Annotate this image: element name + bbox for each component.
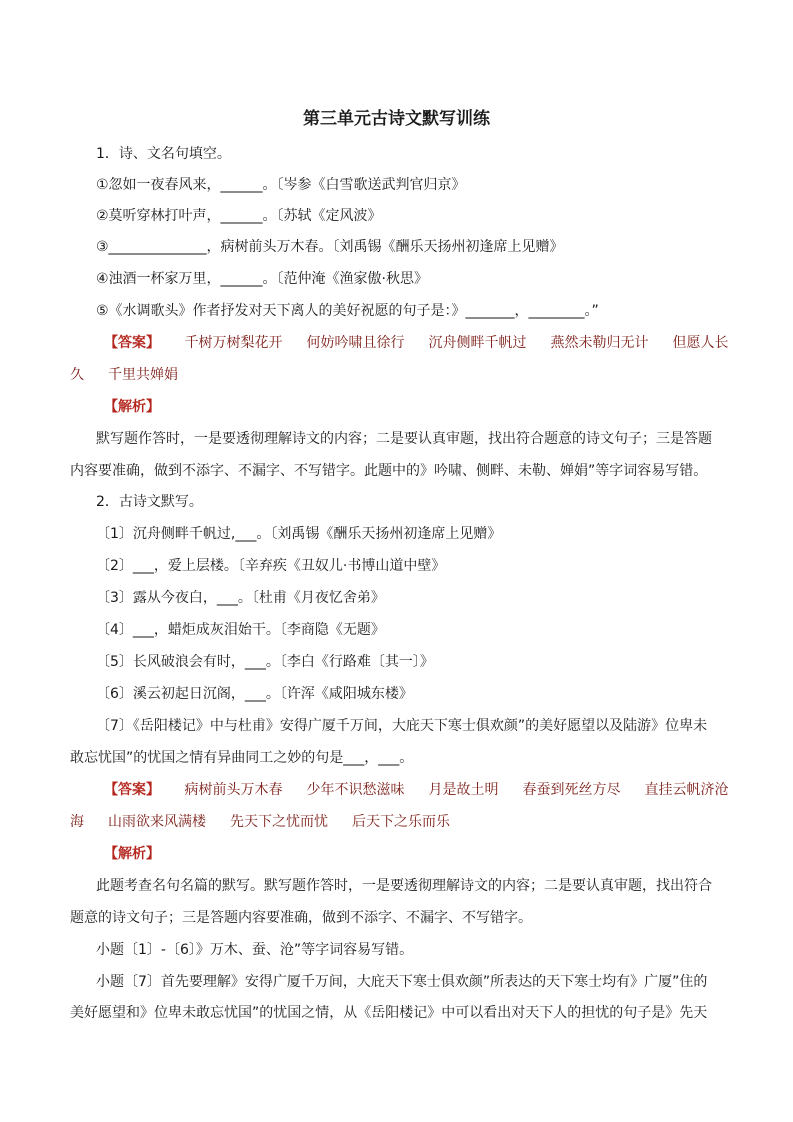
analysis-label: 【解析】 (104, 846, 160, 862)
question-1-heading: 1．诗、文名句填空。 (96, 146, 231, 162)
question-2-item: 〔6〕溪云初起日沉阁，___。〔许浑《咸阳城东楼》 (96, 686, 413, 702)
analysis-text: 此题考查名句名篇的默写。默写题作答时，一是要透彻理解诗文的内容；二是要认真审题，找出符合 (96, 878, 712, 894)
analysis-text: 美好愿望和》位卑未敢忘忧国”的忧国之情，从《岳阳楼记》中可以看出对天下人的担忧的句子是》先天 (70, 1005, 708, 1021)
answer-row-continued (70, 365, 178, 385)
analysis-text: 内容要准确，做到不添字、不漏字、不写错字。此题中的》吟啸、侧畔、未勒、婵娟”等字词容易写错。 (70, 463, 708, 479)
answer-text: 月是故土明 (428, 782, 499, 798)
answer-text: 燕然未勒归无计 (550, 335, 649, 351)
question-2-item: 〔4〕___，蜡炬成灰泪始干。〔李商隐《无题》 (96, 622, 385, 638)
answer-text: 病树前头万木春 (184, 782, 283, 798)
question-1-item: ①忽如一夜春风来，______。〔岑参《白雪歌送武判官归京》 (96, 177, 466, 193)
question-2-heading: 2．古诗文默写。 (96, 494, 203, 510)
question-2-item: 〔3〕露从今夜白，___。〔杜甫《月夜忆舍弟》 (96, 590, 385, 606)
question-2-item: 〔2〕___，爱上层楼。〔辛弃疾《丑奴儿·书博山道中壁》 (96, 558, 446, 574)
answer-text: 少年不识愁滋味 (306, 782, 405, 798)
question-1-item: ②莫听穿林打叶声，______。〔苏轼《定风波》 (96, 208, 382, 224)
answer-text: 何妨吟啸且徐行 (306, 335, 405, 351)
analysis-text: 小题〔1〕-〔6〕》万木、蚕、沧”等字词容易写错。 (96, 942, 414, 958)
analysis-text: 题意的诗文句子；三是答题内容要准确，做到不添字、不漏字、不写错字。 (70, 910, 532, 926)
document-title: 第三单元古诗文默写训练 (303, 109, 490, 129)
answer-text: 山雨欲来风满楼 (108, 814, 206, 830)
answer-text: 后天下之乐而乐 (352, 814, 450, 830)
question-2-item: 〔5〕长风破浪会有时，___。〔李白《行路难〔其一〕》 (96, 654, 434, 670)
answer-text: 但愿人长 (672, 335, 729, 351)
question-1-item: ④浊酒一杯家万里，______。〔范仲淹《渔家傲·秋思》 (96, 271, 428, 287)
answer-text: 千树万树梨花开 (184, 335, 283, 351)
answer-row-continued (70, 812, 450, 832)
answer-label: 【答案】 (104, 335, 160, 351)
answer-label: 【答案】 (104, 782, 160, 798)
answer-text: 千里共婵娟 (108, 367, 178, 383)
analysis-text: 小题〔7〕首先要理解》安得广厦千万间，大庇天下寒士俱欢颜”所表达的天下寒士均有》广厦”住的 (96, 974, 708, 990)
question-2-item: 敢忘忧国”的忧国之情有异曲同工之妙的句是___，___。 (70, 750, 414, 766)
answer-row (104, 333, 728, 353)
answer-text: 直挂云帆济沧 (644, 782, 729, 798)
answer-text: 久 (70, 367, 84, 383)
analysis-label: 【解析】 (104, 399, 160, 415)
analysis-text: 默写题作答时，一是要透彻理解诗文的内容；二是要认真审题，找出符合题意的诗文句子；三是答题 (96, 431, 712, 447)
answer-text: 春蚕到死丝方尽 (522, 782, 621, 798)
answer-text: 海 (70, 814, 84, 830)
question-2-item: 〔1〕沉舟侧畔千帆过,___。〔刘禹锡《酬乐天扬州初逢席上见赠》 (96, 526, 502, 542)
answer-row (104, 780, 728, 800)
answer-text: 先天下之忧而忧 (230, 814, 328, 830)
answer-text: 沉舟侧畔千帆过 (428, 335, 527, 351)
question-1-item: ③______________，病树前头万木春。〔刘禹锡《酬乐天扬州初逢席上见赠》 (96, 239, 564, 255)
question-2-item: 〔7〕《岳阳楼记》中与杜甫》安得广厦千万间，大庇天下寒士俱欢颜”的美好愿望以及陆游》位卑未 (96, 718, 708, 734)
question-1-item: ⑤《水调歌头》作者抒发对天下离人的美好祝愿的句子是：》_______，________。” (96, 303, 599, 319)
